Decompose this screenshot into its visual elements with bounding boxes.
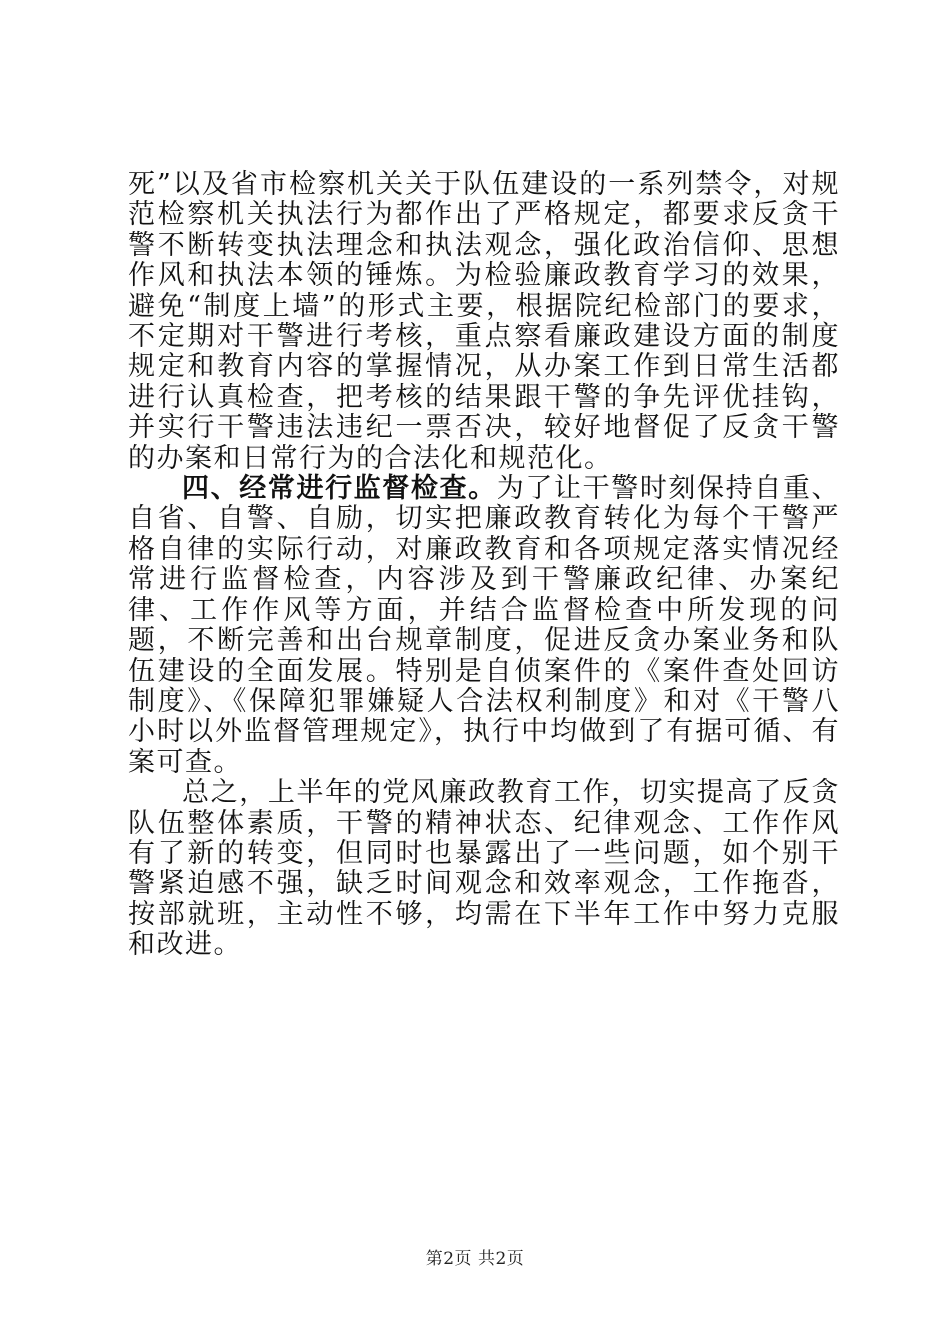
- paragraph-section-four: [128, 474, 840, 778]
- section-body-text: 为了让干警时刻保持自重、自省、自警、自励，切实把廉政教育转化为每个干警严格自律的实际行动，对廉政教育和各项规定落实情况经常进行监督检查，内容涉及到干警廉政纪律、办案纪律、工作作风等方面，并结合监督检查中所发现的问题，不断完善和出台规章制度，促进反贪办案业务和队伍建设的全面发展。特别是自侦案件的《案件查处回访制度》、《保障犯罪嫌疑人合法权利制度》和对《干警八小时以外监督管理规定》，执行中均做到了有据可循、有案可查。: [128, 473, 840, 778]
- document-body: [128, 170, 840, 961]
- paragraph-summary: 总之，上半年的党风廉政教育工作，切实提高了反贪队伍整体素质，干警的精神状态、纪律观念、工作作风有了新的转变，但同时也暴露出了一些问题，如个别干警紧迫感不强，缺乏时间观念和效率观念，工作拖沓，按部就班，主动性不够，均需在下半年工作中努力克服和改进。: [128, 777, 840, 961]
- page-number-footer: 第2页 共2页: [425, 1249, 525, 1269]
- section-heading: 四、经常进行监督检查。: [182, 473, 497, 505]
- paragraph-continuation: 死”以及省市检察机关关于队伍建设的一系列禁令，对规范检察机关执法行为都作出了严格规定，都要求反贪干警不断转变执法理念和执法观念，强化政治信仰、思想作风和执法本领的锤炼。为检验廉政教育学习的效果，避免“制度上墙”的形式主要，根据院纪检部门的要求，不定期对干警进行考核，重点察看廉政建设方面的制度规定和教育内容的掌握情况，从办案工作到日常生活都进行认真检查，把考核的结果跟干警的争先评优挂钩，并实行干警违法违纪一票否决，较好地督促了反贪干警的办案和日常行为的合法化和规范化。: [128, 169, 840, 474]
